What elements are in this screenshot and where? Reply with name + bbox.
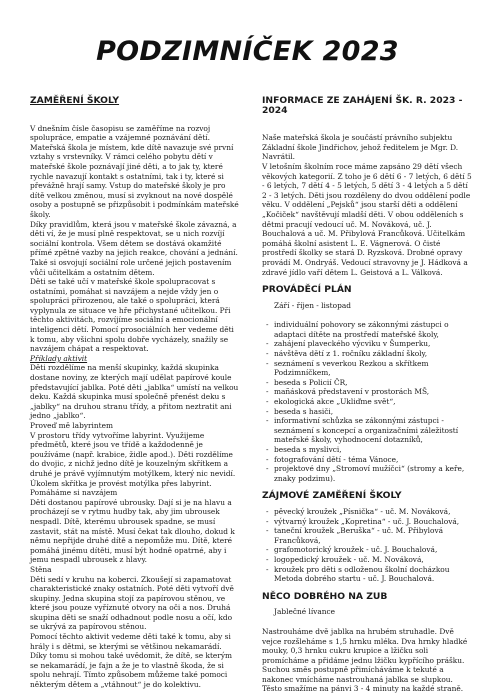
list-item: - mañásková představení v prostorách MŠ, [262,387,472,397]
list-item: - beseda s Policií ČR, [262,378,472,388]
paragraph: Děti rozdělíme na menší skupinky, každá skupinka dostane noviny, ze kterých mají udělat papírové koule představující jablka. Poté děti „jablka“ umístí na velkou deku. Každá skupinka musí společně přenést deku s „jablky“ na druhou stranu třídy, a přitom neztratit ani jedno „jablko“. [30,363,239,421]
paragraph: Díky pravidlům, která jsou v mateřské škole závazná, a děti ví, že je musí plně respektovat, se u nich rozvíjí sociální kontrola. Všem dětem se dostává okamžité přímé zpětné vazby na jejich reakce, chování a jednání. Také si osvojují sociální role určené jejich postavením vůči učitelkám a ostatním dětem. [30,219,238,277]
list-item: - návštěva dětí z 1. ročníku základní školy, [262,349,472,359]
paragraph: Pomocí těchto aktivit vedeme děti také k tomu, aby si hrály i s dětmi, se kterými se většinou nekamarádí. Díky tomu si mohou také uvědomit, že dítě, se kterým se nekamarádí, je fajn a že je to vlastně škoda, že si spolu nehrají. Tímto způsobem můžeme také pomoci některým dětem a „vtáhnout“ je do kolektivu. [30,632,233,690]
paragraph: V prostoru třídy vytvoříme labyrint. Využijeme předmětů, které jsou ve třídě a každodenně je používáme (např. krabice, židle apod.). Děti rozdělíme do dvojic, z nichž jedno dítě je kouzelným skřítkem a druhé je právě vyjímnutým motýlkem, který nic nevidí. Úkolem skřítka je provést motýlka přes labyrint. [30,430,236,488]
right-column [262,96,472,694]
list-item: - taneční kroužek „Beruška“ - uč. M. Přibylová Francůková, [262,526,472,545]
list-item: - seznámení s veverkou Rezkou a skřítkem Podzimníčkem, [262,359,472,378]
activity-title: Pomáháme si navzájem [30,488,118,498]
intro-paragraph: V dnešním čísle časopisu se zaměříme na rozvoj spolupráce, empatie a vzájemné poznávání dětí. [30,123,211,143]
paragraph: Děti dostanou papírové ubrousky. Dají si je na hlavu a procházejí se v rytmu hudby tak, aby jim ubrousek nespadl. Dítě, kterému ubrousek spadne, se musí zastavit, stát na místě. Musí čekat tak dlouho, dokud k němu nepřijde druhé dítě a nepomůže mu. Dítě, které pomáhá jinému dítěti, musí být hodně opatrné, aby i jemu nespadl ubrousek z hlavy. [30,497,235,565]
left-column [30,96,240,690]
paragraph: Děti se také učí v mateřské škole spolupracovat s ostatními, pomáhat si navzájem a nejde vždy jen o spolupráci přirozenou, ale také o spolupráci, která vyplynula ze situace ve hře přichystané učitelkou. Při těchto aktivitách, rozvíjíme sociální a emocionální inteligenci dětí. Pomocí prosociálních her vedeme děti k tomu, aby všichni spolu dobře vycházely, snažily se navzájem chápat a respektovat. [30,277,234,354]
list-item: - logopedický kroužek - uč. M. Nováková, [262,555,472,565]
plan-list [262,320,472,483]
list-item: - individuální pohovory se zákonnými zástupci o adaptaci dítěte na prostředí mateřské školy, [262,320,472,339]
list-item: - grafomotorický kroužek - uč. J. Bouchalová, [262,545,472,555]
list-item: - výtvarný kroužek „Kopretina“ - uč. J. Bouchalová, [262,517,472,527]
clubs-list [262,507,472,584]
clubs-heading: ZÁJMOVÉ ZAMĚŘENÍ ŠKOLY [262,490,402,502]
list-item: - kroužek pro děti s odloženou školní docházkou Metoda dobrého startu - uč. J. Bouchalová. [262,565,472,584]
page-title: PODZIMNÍČEK 2023 [96,36,399,67]
list-item: - informativní schůzka se zákonnými zástupci - seznámení s koncepcí a organizačními záležitostí mateřské školy, vyhodnocení dotazníků, [262,416,472,445]
plan-period: Září - říjen - listopad [274,300,351,310]
recipe-section-heading: NĚCO DOBRÉHO NA ZUB [262,590,388,602]
list-item: - ekologická akce „Ukliďme svět“, [262,397,472,407]
paragraph: Naše mateřská škola je součástí právního subjektu Základní škole Jindřichov, jehož ředitelem je Mgr. D. Navrátil. [262,133,459,162]
recipe-text: Nastrouháme dvě jablka na hrubém struhadle. Dvě vejce rozšleháme s 1,5 hrnku mléka. Dva hrnky hladké mouky, 0,3 hrnku cukru krupice a lžičku soli promícháme a přidáme jednu lžičku kypřícího prášku. Suchou směs postupně přimícháváme k tekuté a nakonec vmícháme nastrouhaná jablka se slupkou. Těsto smažíme na pánvi 3 - 4 minuty na každé straně. [262,626,468,694]
plan-heading: PROVÁDĚCÍ PLÁN [262,284,352,296]
paragraph: Děti sedí v kruhu na koberci. Zkoušejí si zapamatovat charakteristické znaky ostatních. Poté děti vytvoří dvě skupiny. Jedna skupina stojí za papírovou stěnou, ve které jsou pouze vyříznuté otvory na oči a nos. Druhá skupina děti se snaží odhadnout podle nosu a očí, kdo se ukrývá za papírovou stěnou. [30,574,234,632]
list-item: - projektové dny „Stromoví mužíčci“ (stromy a keře, znaky podzimu). [262,464,472,483]
school-focus-heading: ZAMĚŘENÍ ŠKOLY [30,95,120,106]
examples-label: Příklady aktivit [30,353,88,363]
paragraph: V letošním školním roce máme zapsáno 29 dětí všech věkových kategorií. Z toho je 6 dětí 6 - 7 letých, 6 dětí 5 - 6 letých, 7 dětí 4 - 5 letých, 5 dětí 3 - 4 letých a 5 dětí 2 - 3 letých. Děti jsou rozděleny do dvou oddělení podle věku. V oddělení „Pejsků“ jsou starší děti a oddělení „Kočiček“ navštěvují mladší děti. V obou odděleních s dětmi pracují vedoucí uč. M. Nováková, uč. J. Bouchalová a uč. M. Přibylová Francůková. Učitelkám pomáhá školní asistent L. E. Vágnerová. O čisté prostředí školky se stará D. Ryzsková. Drobné opravy provádí M. Ondryáš. Vedoucí stravovny je J. Hádková a zdravé jídlo vaří dětem L. Geistová a L. Válková. [262,161,472,277]
school-year-info-heading: INFORMACE ZE ZAHÁJENÍ ŠK. R. 2023 - 2024 [262,95,463,116]
activity-title: Stěna [30,564,52,574]
list-item: - beseda s myslivci, [262,445,472,455]
list-item: - fotografování dětí - téma Vánoce, [262,455,472,465]
list-item: - zahájení plaveckého výcviku v Šumperku, [262,339,472,349]
activity-title: Proveď mě labyrintem [30,421,114,430]
list-item: - beseda s hasiči, [262,407,472,417]
paragraph: Mateřská škola je místem, kde dítě navazuje své první vztahy s vrstevníky. V rámci celého pobytu dětí v mateřské škole poznávají jiné děti, a to jak ty, které rychle navazují kontakt s ostatními, tak i ty, které si převážně hrají samy. Vstup do mateřské školy je pro dítě velkou změnou, musí si zvyknout na nové dospělé osoby a postupně se přizpůsobit i podmínkám mateřské školy. [30,142,239,219]
list-item: - pěvecký kroužek „Písnička“ - uč. M. Nováková, [262,507,472,517]
recipe-title: Jablečné lívance [274,607,336,617]
